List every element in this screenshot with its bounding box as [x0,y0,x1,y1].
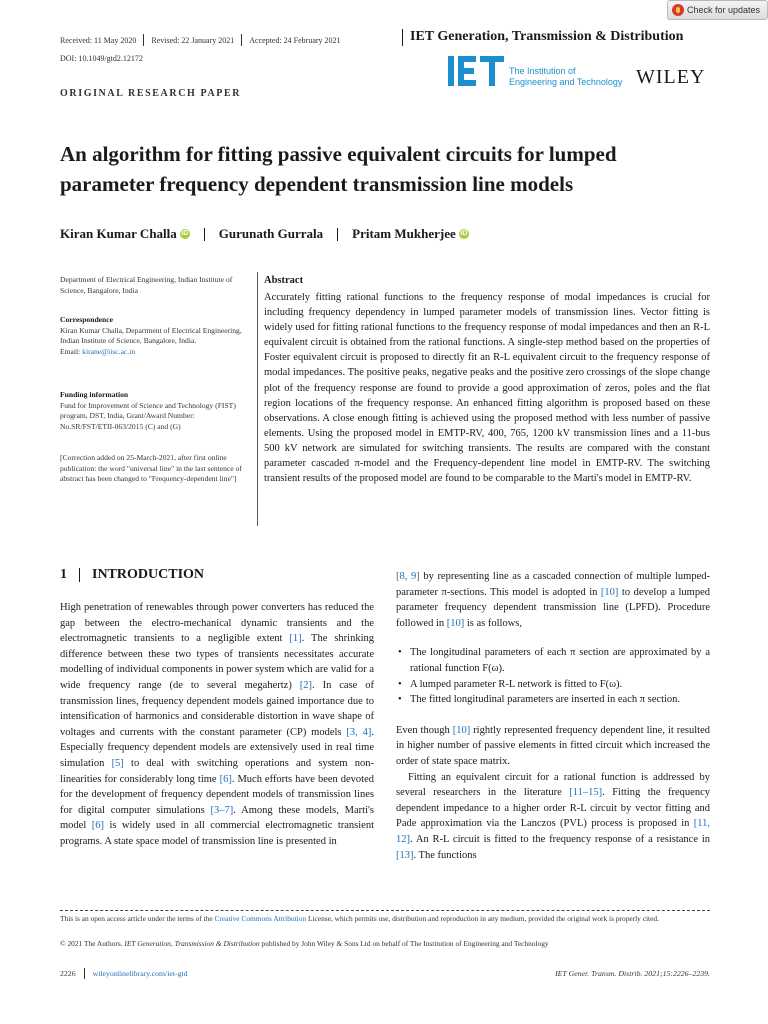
iet-line-2: Engineering and Technology [509,77,623,87]
citation-ref[interactable]: [13] [396,849,414,861]
author-name[interactable]: Pritam Mukherjee [352,226,456,241]
text-run: High penetration of renewables through power converters has reduced the gap between the electro-mechanical dynamic transients and the electromagnetic transients to a negligible extent [60,602,374,645]
citation: IET Gener. Transm. Distrib. 2021;15:2226–2239. [555,969,710,978]
paragraph [396,770,710,864]
text-run: Fitting an equivalent circuit for a rational function is addressed by several researchers in the literature [396,771,710,799]
email-line [60,347,250,358]
iet-line-1: The Institution of [509,66,576,76]
funding-block [60,390,250,432]
citation-ref[interactable]: [10] [446,617,465,629]
body-column-right [396,569,710,863]
list-item: • A lumped parameter R-L network is fitted to F(ω). [396,677,710,693]
divider [204,228,205,241]
accepted-date: Accepted: 24 February 2021 [249,35,341,45]
section-number: 1 [60,567,67,582]
citation-ref[interactable]: [10] [452,724,471,736]
crossmark-icon [672,4,684,16]
citation-ref[interactable]: [5] [111,757,124,769]
list-item: • The fitted longitudinal parameters are inserted in each π section. [396,692,710,708]
iet-wordmark [509,66,622,88]
text-run: to deal with switching operations and system non-linearities for considerably long time [60,757,375,785]
copyright-note [60,939,710,950]
divider [241,34,242,46]
received-date: Received: 11 May 2020 [60,35,137,45]
divider [84,968,85,979]
list-item: • The longitudinal parameters of each π section are approximated by a rational function F(ω). [396,645,710,676]
revised-date: Revised: 22 January 2021 [151,35,235,45]
email-label: Email: [60,346,81,356]
abstract-text: Accurately fitting rational functions to the frequency response of modal impedances is crucial for including frequency dependency in lumped parameter models of transmission lines. Vector fitting is widely used for fitting rational functions to the frequency response of modal impedances and then an R-L equivalent circuit is obtained from the rational functions. A single-step method based on the properties of Foster equivalent circuit is proposed to directly fit an R-L equivalent circuit to the frequency response of modal impedances. The positive peaks, negative peaks and the positive zero crossings of the slope change plot of the frequency response are found to provide a good approximation of zeros, poles and the flat region locations of the frequency response. An enhanced fitting algorithm is proposed based on these observations. A close enough fitting is achieved using the proposed method with less number of passive elements. Using the proposed model in EMTP-RV, 400, 765, 1200 kV transmission lines and a 11-bus 500 kV network are simulated for switching transients. The results are compared with the constant parameter cascaded π-model and the Frequency-dependent line model in EMTP-RV. The switching transient results of the proposed model are found to be comparable to the Marti's model in EMTP-RV. [264,292,710,485]
affiliation: Department of Electrical Engineering, Indian Institute of Science, Bangalore, India [60,275,233,295]
citation-ref[interactable]: [2] [299,679,313,691]
author-list [60,226,469,242]
journal-name: IET Generation, Transmission & Distribution [410,29,684,44]
text-run: . The shrinking difference between these two types of transients necessitates accurate modelling of individual components in power system which are valid for a wide frequency range (de to several megahertz) [60,633,374,691]
text-run: . Much efforts have been devoted for the development of frequency dependent models of transmission lines for digital computer simulations [60,773,374,816]
author-name[interactable]: Kiran Kumar Challa [60,226,177,241]
correction-note: [Correction added on 25-March-2021, after first online publication: the word "universal line" in the last sentence of abstract has been changed to "Frequency-dependent line"] [60,453,242,484]
divider [402,29,403,46]
article-dates [60,34,341,46]
correspondence-block [60,315,250,357]
author-name[interactable]: Gurunath Gurrala [218,226,324,241]
funding-heading: Funding information [60,390,129,399]
text-run: is as follows, [464,617,522,629]
citation-ref[interactable]: [6] [219,773,232,785]
article-type: ORIGINAL RESEARCH PAPER [60,88,242,99]
citation-ref[interactable]: [10] [600,586,619,598]
divider [337,228,338,241]
funding-text: Fund for Improvement of Science and Technology (FIST) program, DST, India, Grant/Award Number: No.SR/FST/ETII-063/2015 (C) and (G) [60,400,236,431]
correspondence-heading: Correspondence [60,315,114,324]
abstract-heading: Abstract [264,275,304,286]
check-for-updates-label: Check for updates [687,5,761,15]
citation-ref[interactable]: [11–15] [569,787,603,799]
orcid-icon[interactable]: iD [460,230,468,237]
citation-ref[interactable]: [8, 9] [396,571,420,582]
paper-title: An algorithm for fitting passive equivalent circuits for lumped parameter frequency dependent transmission line models [60,142,617,196]
text-run: rightly represented frequency dependent line, it resulted in higher number of passive elements in fitted circuit which increased the order of state space matrix. [396,724,710,767]
copyright-text: © 2021 The Authors. [60,939,125,948]
license-text: This is an open access article under the terms of the [60,914,215,923]
journal-url[interactable]: wileyonlinelibrary.com/iet-gtd [92,969,188,978]
section-heading [60,567,204,583]
text-run: is widely used in all commercial electromagnetic transient programs. A state space model of transmission line is presented in [60,820,374,847]
divider [143,34,144,46]
paragraph [396,723,710,770]
text-run: . Fitting the frequency dependent impedance to a higher order R-L circuit by vector fitting and Pade approximation via the Lanczos (PVL) process is proposed in [396,787,710,830]
email-link[interactable]: kirane@iisc.ac.in [82,346,136,356]
citation-ref[interactable]: [6] [91,820,104,832]
procedure-list [396,645,710,707]
wiley-logo: WILEY [636,66,706,88]
citation-ref[interactable]: [1] [289,633,302,645]
page-footer [60,968,710,979]
license-note [60,914,710,925]
text-run: to develop a lumped parameter frequency dependent transmission line (LPFD). Procedure followed in [396,586,710,629]
orcid-icon[interactable]: iD [181,230,189,237]
check-for-updates-button[interactable] [667,0,768,20]
section-title: INTRODUCTION [92,567,205,582]
citation-ref[interactable]: [11, 12] [396,818,710,845]
footer-divider [60,910,710,911]
page-number: 2226 [60,969,76,978]
text-run: . In case of transmission lines, frequency dependent models gained importance due to intensification of harmonics and considerable distortion in wave shape of voltages and currents with the constant parameter (CP) models [60,679,374,738]
divider [79,568,80,582]
text-run: . Among these models, Marti's model [60,804,374,832]
copyright-journal: IET Generation, Transmission & Distribution [124,939,260,948]
text-run: . An R-L circuit is fitted to the frequency response of a resistance in [410,833,710,845]
text-run: by representing line as a cascaded connection of multiple lumped-parameter π-sections. This model is adopted in [396,571,710,598]
license-text: License, which permits use, distribution and reproduction in any medium, provided the original work is properly cited. [306,914,659,923]
text-run: Even though [396,724,453,736]
paragraph [396,569,710,631]
divider [257,272,258,526]
paragraph [60,600,374,850]
correspondence-text: Kiran Kumar Challa, Department of Electrical Engineering, Indian Institute of Science, Bangalore, India. [60,325,242,346]
license-link[interactable]: Creative Commons Attribution [214,914,307,923]
doi: DOI: 10.1049/gtd2.12172 [60,54,143,63]
citation-ref[interactable]: [3–7] [210,804,234,816]
text-run: . Especially frequency dependent models are extensively used in real time simulation [60,726,374,769]
citation-ref[interactable]: [3, 4] [346,726,372,738]
iet-logo [448,56,504,86]
body-column-left [60,600,374,850]
copyright-text: published by John Wiley & Sons Ltd on behalf of The Institution of Engineering and Technology [259,939,549,948]
text-run: . The functions [413,849,477,861]
